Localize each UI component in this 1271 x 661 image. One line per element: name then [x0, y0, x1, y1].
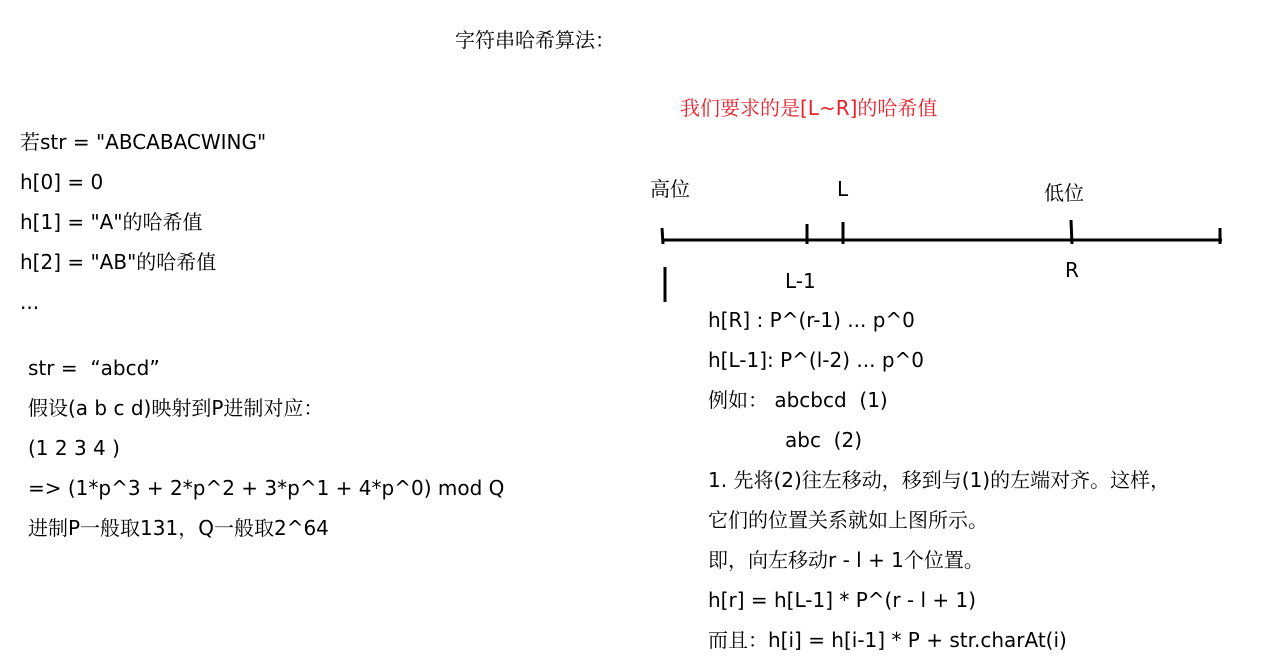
right-line: h[r] = h[L-1] * P^(r - l + 1)	[708, 588, 977, 612]
label-high: 高位	[650, 177, 690, 201]
left-line: h[0] = 0	[20, 170, 104, 194]
right-line: 它们的位置关系就如上图所示。	[708, 508, 988, 532]
label-r: R	[1065, 258, 1079, 282]
left-line: 若str = "ABCABACWING"	[20, 130, 267, 154]
left-block2-line: 进制P一般取131，Q一般取2^64	[28, 516, 329, 540]
tick-r	[1071, 220, 1072, 244]
right-line: 1. 先将(2)往左移动，移到与(1)的左端对齐。这样，	[708, 468, 1171, 492]
right-line: abc (2)	[785, 428, 862, 452]
left-block2-line: (1 2 3 4 )	[28, 436, 120, 460]
label-low: 低位	[1044, 181, 1084, 205]
red-note: 我们要求的是[L~R]的哈希值	[680, 96, 938, 120]
left-line: h[1] = "A"的哈希值	[20, 210, 203, 234]
right-line: 而且：h[i] = h[i-1] * P + str.charAt(i)	[708, 628, 1067, 652]
left-block2-line: => (1*p^3 + 2*p^2 + 3*p^1 + 4*p^0) mod Q	[28, 476, 505, 500]
right-line: h[R] : P^(r-1) ... p^0	[708, 308, 915, 332]
tick-high	[662, 228, 663, 244]
page-title: 字符串哈希算法：	[455, 28, 615, 52]
left-line: ...	[20, 290, 40, 314]
left-block2-line: 假设(a b c d)映射到P进制对应：	[28, 396, 324, 420]
left-line: h[2] = "AB"的哈希值	[20, 250, 217, 274]
label-l: L	[837, 177, 849, 201]
right-line: 例如： abcbcd (1)	[708, 388, 888, 412]
right-line: 即，向左移动r - l + 1个位置。	[708, 548, 984, 572]
right-line: h[L-1]: P^(l-2) ... p^0	[708, 348, 924, 372]
label-l-minus-1: L-1	[785, 269, 816, 293]
left-block2-line: str = “abcd”	[28, 356, 160, 380]
